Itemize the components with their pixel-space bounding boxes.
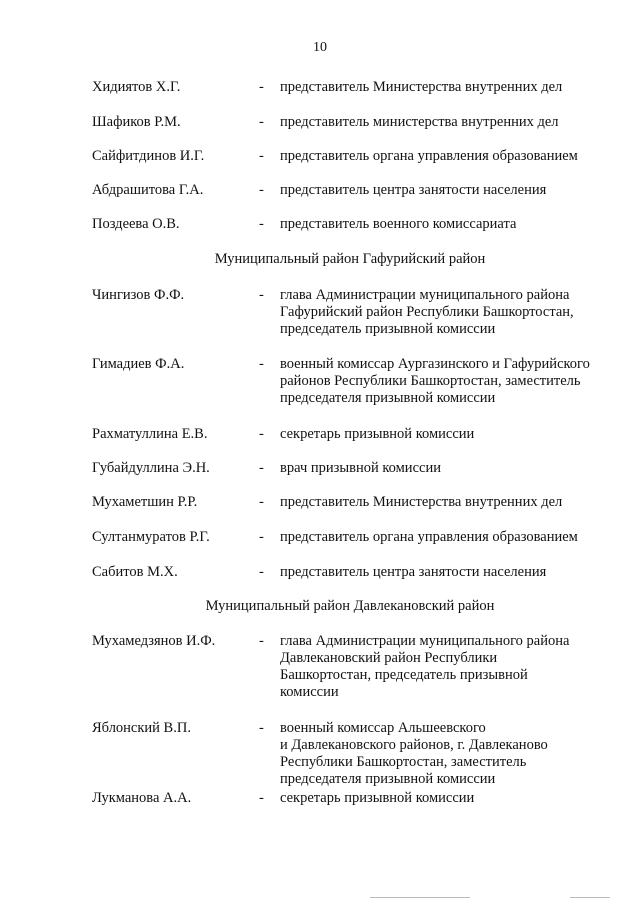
member-role xyxy=(280,182,620,199)
role-line: военный комиссар Альшеевского xyxy=(280,720,486,736)
dash-separator: - xyxy=(259,790,264,806)
member-role xyxy=(280,287,620,338)
dash-separator: - xyxy=(259,79,264,95)
member-name: Рахматуллина Е.В. xyxy=(92,426,208,442)
member-role xyxy=(280,494,620,511)
role-line: председателя призывной комиссии xyxy=(280,390,496,406)
role-line: районов Республики Башкортостан, заместитель xyxy=(280,373,581,389)
role-line: председателя призывной комиссии xyxy=(280,771,496,787)
dash-separator: - xyxy=(259,148,264,164)
member-role xyxy=(280,529,620,546)
role-line: секретарь призывной комиссии xyxy=(280,790,475,806)
role-line: секретарь призывной комиссии xyxy=(280,426,475,442)
role-line: врач призывной комиссии xyxy=(280,460,441,476)
member-role xyxy=(280,460,620,477)
dash-separator: - xyxy=(259,216,264,232)
role-line: и Давлекановского районов, г. Давлеканово xyxy=(280,737,548,753)
section-heading: Муниципальный район Гафурийский район xyxy=(214,251,486,267)
dash-separator: - xyxy=(259,564,264,580)
member-name: Шафиков Р.М. xyxy=(92,114,181,130)
role-line: представитель органа управления образованием xyxy=(280,529,578,545)
member-name: Сайфитдинов И.Г. xyxy=(92,148,205,164)
member-name: Яблонский В.П. xyxy=(92,720,191,736)
scan-speck xyxy=(370,897,470,898)
member-role xyxy=(280,633,620,701)
member-name: Лукманова А.А. xyxy=(92,790,192,806)
role-line: представитель министерства внутренних дел xyxy=(280,114,559,130)
member-name: Абдрашитова Г.А. xyxy=(92,182,204,198)
role-line: Башкортостан, председатель призывной xyxy=(280,667,528,683)
role-line: представитель Министерства внутренних дел xyxy=(280,79,563,95)
dash-separator: - xyxy=(259,287,264,303)
member-name: Мухамедзянов И.Ф. xyxy=(92,633,216,649)
dash-separator: - xyxy=(259,356,264,372)
member-role xyxy=(280,79,620,96)
member-role xyxy=(280,216,620,233)
member-role xyxy=(280,564,620,581)
member-role xyxy=(280,720,620,788)
role-line: глава Администрации муниципального района xyxy=(280,287,570,303)
role-line: представитель военного комиссариата xyxy=(280,216,517,232)
dash-separator: - xyxy=(259,460,264,476)
member-role xyxy=(280,148,620,165)
role-line: военный комиссар Аургазинского и Гафурийского xyxy=(280,356,590,372)
role-line: Давлекановский район Республики xyxy=(280,650,498,666)
member-name: Хидиятов Х.Г. xyxy=(92,79,181,95)
role-line: Республики Башкортостан, заместитель xyxy=(280,754,527,770)
dash-separator: - xyxy=(259,114,264,130)
dash-separator: - xyxy=(259,720,264,736)
role-line: представитель органа управления образованием xyxy=(280,148,578,164)
dash-separator: - xyxy=(259,426,264,442)
member-role xyxy=(280,356,620,407)
role-line: глава Администрации муниципального района xyxy=(280,633,570,649)
member-role xyxy=(280,114,620,131)
member-name: Сабитов М.Х. xyxy=(92,564,178,580)
page-number: 10 xyxy=(313,40,327,55)
member-name: Гимадиев Ф.А. xyxy=(92,356,185,372)
dash-separator: - xyxy=(259,182,264,198)
dash-separator: - xyxy=(259,529,264,545)
member-name: Поздеева О.В. xyxy=(92,216,180,232)
role-line: представитель Министерства внутренних дел xyxy=(280,494,563,510)
member-role xyxy=(280,790,620,807)
member-name: Губайдуллина Э.Н. xyxy=(92,460,210,476)
dash-separator: - xyxy=(259,494,264,510)
member-role xyxy=(280,426,620,443)
member-name: Чингизов Ф.Ф. xyxy=(92,287,185,303)
role-line: Гафурийский район Республики Башкортостан, xyxy=(280,304,574,320)
scan-speck xyxy=(570,897,610,898)
role-line: комиссии xyxy=(280,684,339,700)
section-heading: Муниципальный район Давлекановский район xyxy=(205,598,495,614)
member-name: Мухаметшин Р.Р. xyxy=(92,494,198,510)
dash-separator: - xyxy=(259,633,264,649)
member-name: Султанмуратов Р.Г. xyxy=(92,529,210,545)
role-line: представитель центра занятости населения xyxy=(280,564,547,580)
role-line: председатель призывной комиссии xyxy=(280,321,496,337)
role-line: представитель центра занятости населения xyxy=(280,182,547,198)
